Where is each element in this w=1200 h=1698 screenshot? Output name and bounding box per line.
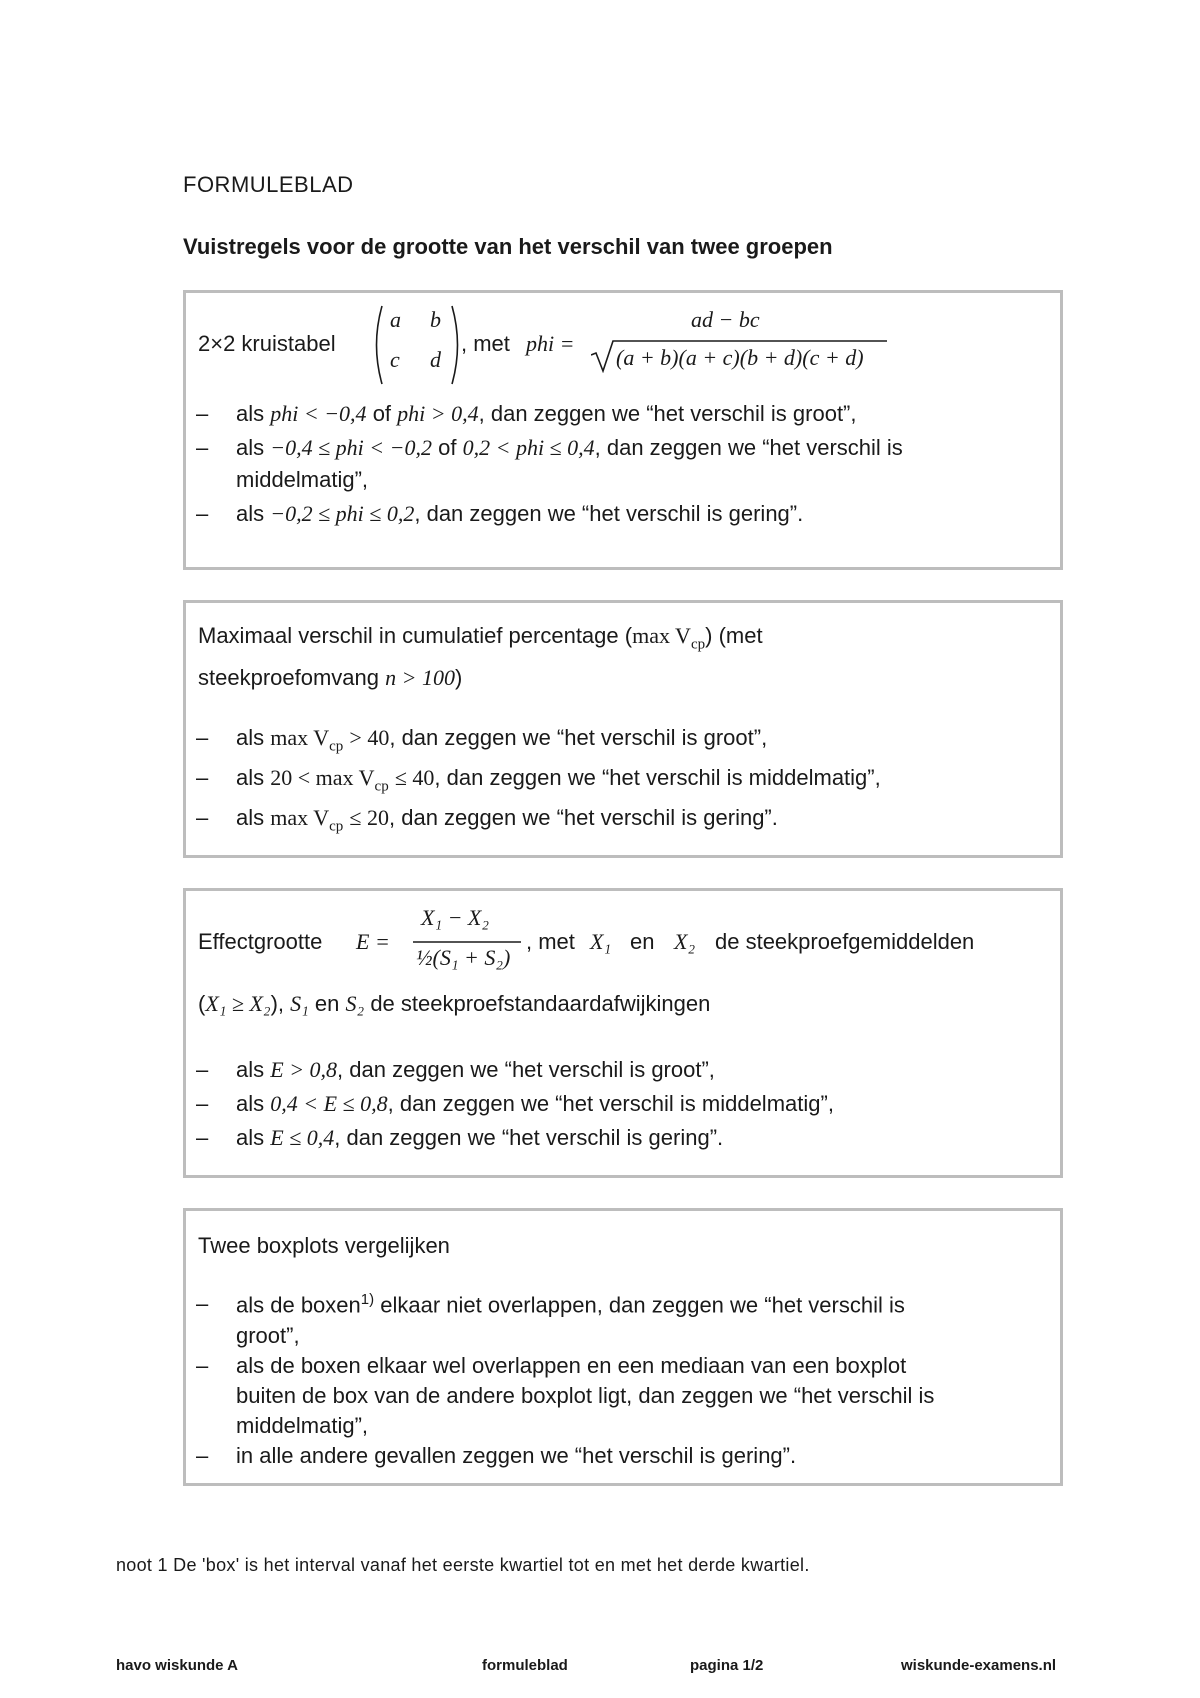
page-subtitle: Vuistregels voor de grootte van het verschil van twee groepen [183,234,833,259]
bullet-dash: – [196,501,209,526]
vcp-intro-2: steekproefomvang n > 100) [198,665,463,690]
phi-numerator: ad − bc [691,307,760,332]
effect-denominator: ½(S₁ + S₂) [416,945,511,970]
bullet-dash: – [196,1057,209,1082]
effect-fraction-bar [413,941,523,944]
bullet-dash: – [196,805,209,830]
footer-left: havo wiskunde A [116,1657,238,1674]
bullet-dash: – [196,1291,209,1316]
page-title: FORMULEBLAD [183,172,354,197]
footer-page: pagina 1/2 [690,1657,764,1674]
phi-label: phi = [526,331,575,356]
phi-denominator: (a + b)(a + c)(b + d)(c + d) [616,345,864,370]
matrix-d: d [430,347,441,372]
boxplot-intro: Twee boxplots vergelijken [198,1233,450,1258]
phi-intro-met: , met [461,331,510,356]
effect-size-box: Effectgrootte E = X₁ − X₂ ½(S₁ + S₂) , met X₁ en X₂ de steekproefgemiddelden (X₁ ≥ X₂), S₁ en S₂ de steekproefstandaardafwijkingen – als E > 0,8, dan zeggen we “het verschil is groot”, – als 0,4 < E ≤ 0,8, dan zeggen we “het verschil is middelmatig”, – als E ≤ 0,4, dan zeggen we “het verschil is gering”. [183,888,1063,1178]
phi-rule-box: 2×2 kruistabel a b c d , met phi = ad − bc (a + b)(a + c)(b + d)(c + d) – als phi < −0,4 of phi > 0,4, dan zeggen we “het verschil is groot”, – als −0,4 ≤ phi < −0,2 of 0,2 < phi ≤ 0,4, dan zeggen we “het verschil is middelmatig”, – als −0,2 ≤ phi ≤ 0,2, dan zeggen we “het verschil is gering”. [183,290,1063,570]
matrix-b: b [430,307,441,332]
bullet-dash: – [196,435,209,460]
effect-numerator: X₁ − X₂ [421,905,490,930]
vcp-rule-box: Maximaal verschil in cumulatief percentage (max $V_{cp}$) (met steekproefomvang n > 100) – als $\max V_{cp} > 40$, dan zeggen we “het verschil is groot”, – als $20 < \max V_{cp} \le 40$, dan zeggen we “het verschil is middelmatig”, – als $\max V_{cp} \le 20$, dan zeggen we “het verschil is gering”. [183,600,1063,858]
phi-intro-label: 2×2 kruistabel [198,331,336,356]
bullet-dash: – [196,1353,209,1378]
matrix-c: c [390,347,400,372]
footnote: noot 1 De 'box' is het interval vanaf het eerste kwartiel tot en met het derde kwartiel. [116,1555,810,1575]
effect-intro-2: (X₁ ≥ X₂), S₁ en S₂ de steekproefstandaardafwijkingen [198,991,711,1016]
vcp-intro-1: Maximaal verschil in cumulatief percentage (max $V_{cp}$) (met [198,623,763,653]
bullet-dash: – [196,765,209,790]
footer-right: wiskunde-examens.nl [901,1657,1057,1674]
bullet-dash: – [196,1091,209,1116]
matrix-a: a [390,307,401,332]
bullet-dash: – [196,1125,209,1150]
matrix-bracket-left [370,304,384,386]
bullet-dash: – [196,1443,209,1468]
boxplot-rule-box: Twee boxplots vergelijken – als de boxen$^{1)}$ elkaar niet overlappen, dan zeggen we “het verschil is groot”, – als de boxen elkaar wel overlappen en een mediaan van een boxplot buiten de box van de andere boxplot ligt, dan zeggen we “het verschil is middelmatig”, – in alle andere gevallen zeggen we “het verschil is gering”. [183,1208,1063,1486]
bullet-dash: – [196,725,209,750]
footnote-ref: 1) [360,1291,375,1308]
bullet-dash: – [196,401,209,426]
footer-center: formuleblad [482,1657,568,1674]
